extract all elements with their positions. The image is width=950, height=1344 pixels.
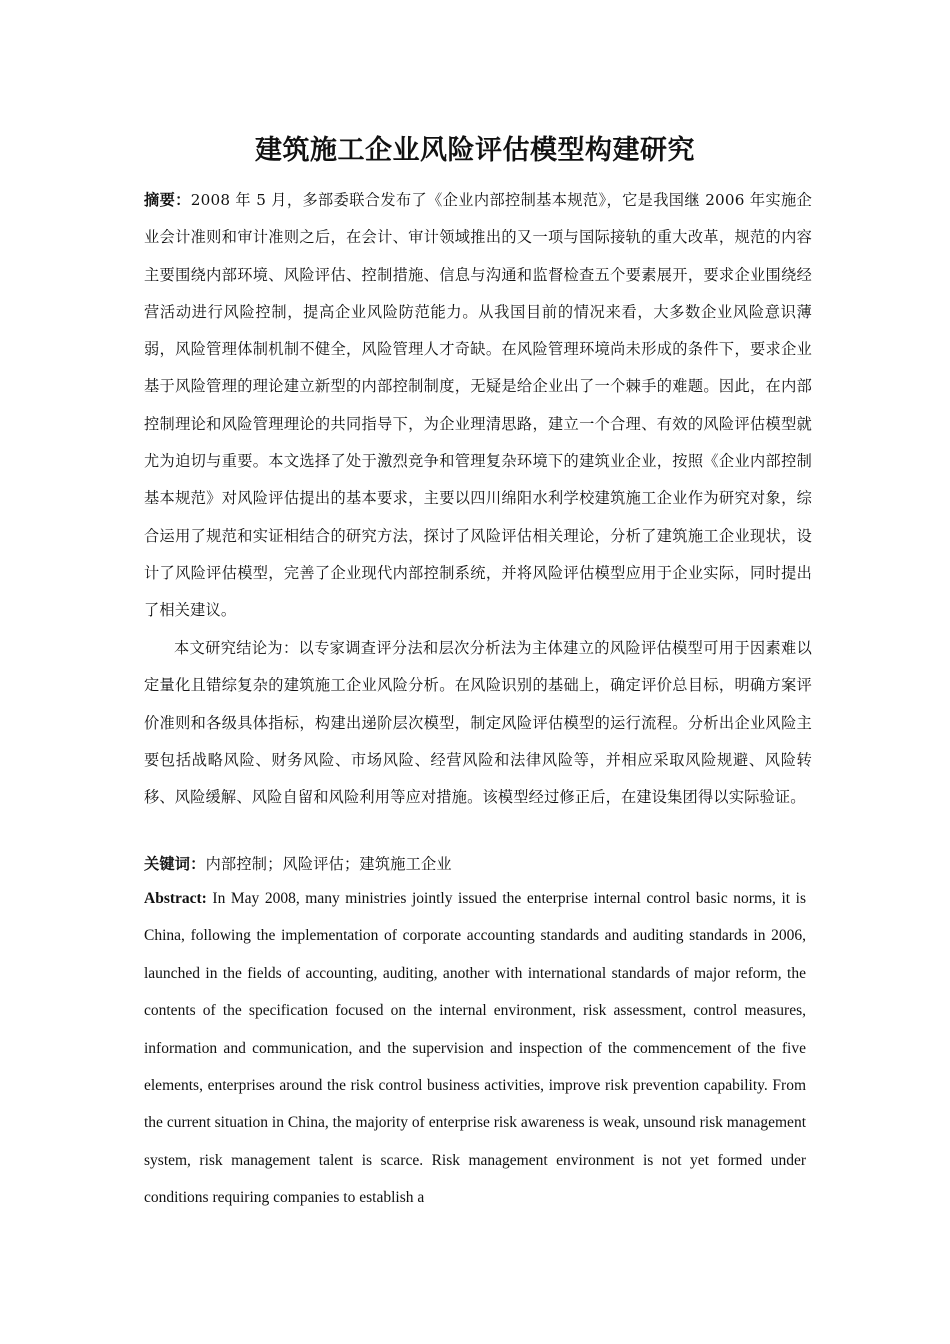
keywords-cn-label: 关键词： (144, 855, 206, 873)
abstract-cn-paragraph (144, 182, 812, 630)
document-title: 建筑施工企业风险评估模型构建研究 (255, 135, 695, 166)
abstract-cn-text: 2008 年 5 月，多部委联合发布了《企业内部控制基本规范》，它是我国继 2006 年实施企业会计准则和审计准则之后，在会计、审计领域推出的又一项与国际接轨的重大改革，规范的内容主要围绕内部环境、风险评估、控制措施、信息与沟通和监督检查五个要素展开，要求企业围绕经营活动进行风险控制，提高企业风险防范能力。从我国目前的情况来看，大多数企业风险意识薄弱，风险管理体制机制不健全，风险管理人才奇缺。在风险管理环境尚未形成的条件下，要求企业基于风险管理的理论建立新型的内部控制制度，无疑是给企业出了一个棘手的难题。因此，在内部控制理论和风险管理理论的共同指导下，为企业理清思路，建立一个合理、有效的风险评估模型就尤为迫切与重要。本文选择了处于激烈竞争和管理复杂环境下的建筑业企业，按照《企业内部控制基本规范》对风险评估提出的基本要求，主要以四川绵阳水利学校建筑施工企业作为研究对象，综合运用了规范和实证相结合的研究方法，探讨了风险评估相关理论，分析了建筑施工企业现状，设计了风险评估模型，完善了企业现代内部控制系统，并将风险评估模型应用于企业实际，同时提出了相关建议。 (144, 191, 812, 620)
keywords-cn-line (144, 847, 812, 881)
conclusion-cn-paragraph: 本文研究结论为：以专家调查评分法和层次分析法为主体建立的风险评估模型可用于因素难以定量化且错综复杂的建筑施工企业风险分析。在风险识别的基础上，确定评价总目标，明确方案评价准则和各级具体指标，构建出递阶层次模型，制定风险评估模型的运行流程。分析出企业风险主要包括战略风险、财务风险、市场风险、经营风险和法律风险等，并相应采取风险规避、风险转移、风险缓解、风险自留和风险利用等应对措施。该模型经过修正后，在建设集团得以实际验证。 (144, 639, 812, 807)
abstract-en-text: In May 2008, many ministries jointly issued the enterprise internal control basic norms, it is China, following the implementation of corporate accounting standards and auditing standards in 2006, launched in the fields of accounting, auditing, another with international standards of major reform, the contents of the specification focused on the internal environment, risk assessment, control measures, information and communication, and the supervision and inspection of the commencement of the five elements, enterprises around the risk control business activities, improve risk prevention capability. From the current situation in China, the majority of enterprise risk awareness is weak, unsound risk management system, risk management talent is scarce. Risk management environment is not yet formed under conditions requiring companies to establish a (144, 890, 806, 1207)
abstract-cn-label: 摘要： (144, 191, 191, 209)
abstract-en-paragraph (144, 880, 806, 1217)
keywords-cn-text: 内部控制；风险评估；建筑施工企业 (205, 855, 452, 873)
abstract-en-label: Abstract: (144, 890, 207, 907)
